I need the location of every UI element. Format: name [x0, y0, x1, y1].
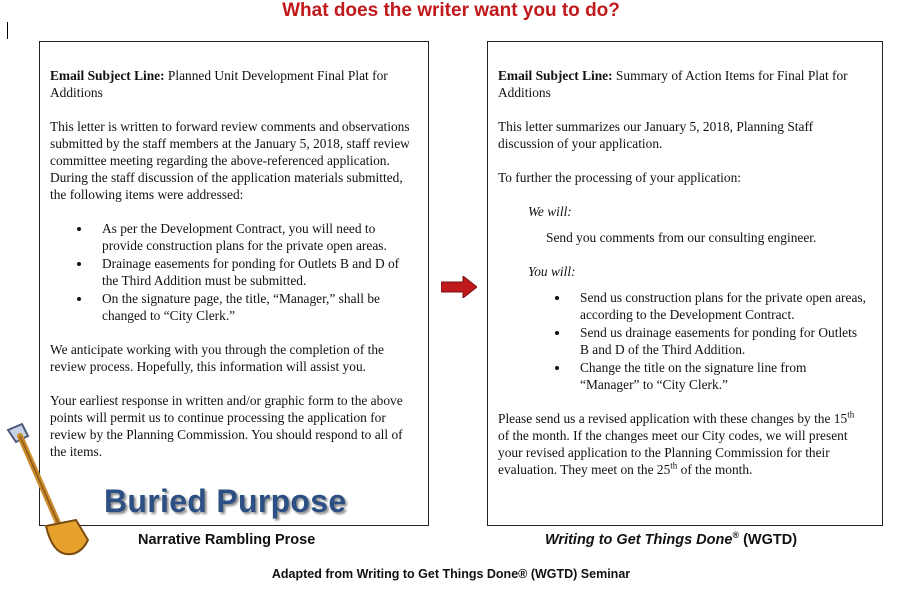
right-subject-line [498, 67, 868, 101]
left-bullet-list [50, 220, 418, 324]
we-will-item: Send you comments from our consulting engineer. [546, 230, 817, 245]
right-arrow-icon [441, 276, 477, 298]
caption-wgtd: Writing to Get Things Done® (WGTD) [545, 530, 798, 548]
we-will-heading: We will: [528, 204, 572, 219]
right-bullet-item: • Send us drainage easements for ponding for Outlets B and D of the Third Addition. [570, 324, 868, 358]
right-bullet-item: • Send us construction plans for the private open areas, according to the Development Contract. [570, 289, 868, 323]
shovel-icon [0, 420, 100, 560]
left-bullet-item: • As per the Development Contract, you will need to provide construction plans for the private open areas. [92, 220, 418, 254]
left-bullet-item: • Drainage easements for ponding for Outlets B and D of the Third Addition must be submitted. [92, 255, 418, 289]
left-subject-label: Email Subject Line: [50, 68, 165, 83]
left-bullet-item: • On the signature page, the title, “Manager,” shall be changed to “City Clerk.” [92, 290, 418, 324]
right-subject-label: Email Subject Line: [498, 68, 613, 83]
right-paragraph-1: This letter summarizes our January 5, 2018, Planning Staff discussion of your application. [498, 119, 814, 151]
left-paragraph-3: Your earliest response in written and/or graphic form to the above points will permit us to continue processing the application for review by the Planning Commission. You should respond to all of the items. [50, 393, 403, 459]
right-closing-paragraph: Please send us a revised application with these changes by the 15th of the month. If the changes meet our City codes, we will present your revised application to the Planning Commission for their evaluation. They meet on the 25th of the month. [498, 409, 855, 477]
footer-credit: Adapted from Writing to Get Things Done® (WGTD) Seminar [271, 567, 631, 581]
right-subject-text: Summary of Action Items for Final Plat for Additions [498, 68, 848, 100]
wgtd-email-box [487, 41, 883, 526]
you-will-heading: You will: [528, 264, 576, 279]
left-subject-text: Planned Unit Development Final Plat for Additions [50, 68, 388, 100]
caption-narrative: Narrative Rambling Prose [138, 532, 316, 548]
left-paragraph-2: We anticipate working with you through the completion of the review process. Hopefully, this information will assist you. [50, 342, 384, 374]
left-paragraph-1: This letter is written to forward review comments and observations submitted by the staff members at the January 5, 2018, staff review committee meeting regarding the above-referenced application. During the staff discussion of the application materials submitted, the following items were addressed: [50, 119, 410, 202]
buried-purpose-label: Buried Purpose [104, 483, 347, 519]
right-paragraph-2: To further the processing of your application: [498, 170, 741, 185]
text-cursor [7, 22, 8, 39]
page-title: What does the writer want you to do? [282, 0, 620, 21]
left-subject-line [50, 67, 418, 101]
right-bullet-list [498, 289, 868, 393]
right-bullet-item: • Change the title on the signature line from “Manager” to “City Clerk.” [570, 359, 868, 393]
